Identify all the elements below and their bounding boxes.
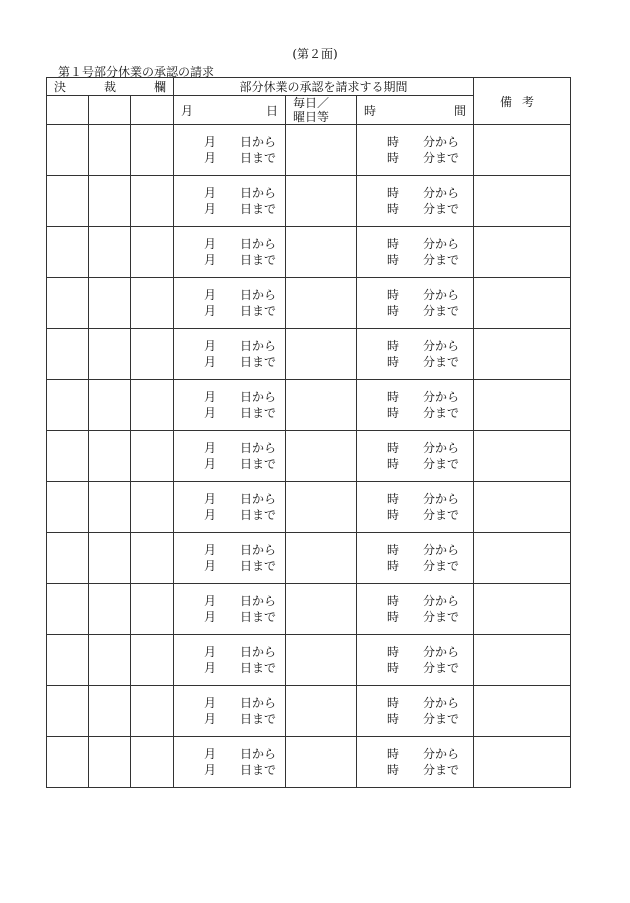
daily-cell[interactable] bbox=[286, 227, 357, 278]
min-from-label: 分から bbox=[423, 390, 460, 404]
date-cell[interactable] bbox=[174, 329, 286, 380]
hour-label: 時 bbox=[387, 202, 400, 216]
min-to-label: 分まで bbox=[423, 559, 460, 573]
daily-cell[interactable] bbox=[286, 482, 357, 533]
day-from-label: 日から bbox=[240, 594, 277, 608]
decision-cell[interactable] bbox=[47, 176, 89, 227]
decision-cell[interactable] bbox=[131, 533, 174, 584]
hour-label: 時 bbox=[387, 151, 400, 165]
table-row bbox=[47, 482, 571, 533]
min-to-label: 分まで bbox=[423, 355, 460, 369]
hour-label: 時 bbox=[387, 288, 400, 302]
min-to-label: 分まで bbox=[423, 661, 460, 675]
month-label: 月 bbox=[204, 559, 217, 573]
hour-label: 時 bbox=[387, 441, 400, 455]
decision-cell[interactable] bbox=[89, 125, 131, 176]
table-row bbox=[47, 431, 571, 482]
hour-label: 時 bbox=[387, 304, 400, 318]
decision-cell[interactable] bbox=[131, 278, 174, 329]
hour-label: 時 bbox=[387, 253, 400, 267]
remarks-cell[interactable] bbox=[474, 227, 571, 278]
month-label: 月 bbox=[204, 441, 217, 455]
time-cell[interactable] bbox=[357, 176, 474, 227]
remarks-cell[interactable] bbox=[474, 431, 571, 482]
decision-cell[interactable] bbox=[131, 635, 174, 686]
min-to-label: 分まで bbox=[423, 304, 460, 318]
table-row bbox=[47, 278, 571, 329]
month-label: 月 bbox=[181, 103, 194, 118]
decision-cell[interactable] bbox=[89, 737, 131, 788]
day-from-label: 日から bbox=[240, 645, 277, 659]
day-to-label: 日まで bbox=[240, 253, 277, 267]
month-label: 月 bbox=[204, 610, 217, 624]
min-to-label: 分まで bbox=[423, 610, 460, 624]
day-from-label: 日から bbox=[240, 543, 277, 557]
daily-line1: 毎日／ bbox=[293, 96, 330, 110]
hour-label: 時 bbox=[387, 508, 400, 522]
month-label: 月 bbox=[204, 406, 217, 420]
day-from-label: 日から bbox=[240, 237, 277, 251]
min-to-label: 分まで bbox=[423, 457, 460, 471]
decision-cell[interactable] bbox=[47, 278, 89, 329]
form-title: 第１号部分休業の承認の請求 bbox=[58, 65, 215, 79]
month-label: 月 bbox=[204, 151, 217, 165]
decision-cell[interactable] bbox=[131, 584, 174, 635]
decision-cell[interactable] bbox=[89, 329, 131, 380]
remarks-cell[interactable] bbox=[474, 686, 571, 737]
decision-sub-1[interactable] bbox=[47, 96, 89, 125]
day-to-label: 日まで bbox=[240, 151, 277, 165]
decision-cell[interactable] bbox=[89, 176, 131, 227]
remarks-cell[interactable] bbox=[474, 329, 571, 380]
month-label: 月 bbox=[204, 747, 217, 761]
day-from-label: 日から bbox=[240, 492, 277, 506]
decision-cell[interactable] bbox=[89, 380, 131, 431]
day-to-label: 日まで bbox=[240, 508, 277, 522]
min-from-label: 分から bbox=[423, 696, 460, 710]
month-label: 月 bbox=[204, 763, 217, 777]
table-row bbox=[47, 227, 571, 278]
min-from-label: 分から bbox=[423, 186, 460, 200]
time-cell[interactable] bbox=[357, 227, 474, 278]
decision-cell[interactable] bbox=[131, 227, 174, 278]
table-row bbox=[47, 176, 571, 227]
date-cell[interactable] bbox=[174, 584, 286, 635]
month-label: 月 bbox=[204, 661, 217, 675]
decision-cell[interactable] bbox=[89, 278, 131, 329]
month-label: 月 bbox=[204, 543, 217, 557]
time-cell[interactable] bbox=[357, 380, 474, 431]
decision-cell[interactable] bbox=[89, 533, 131, 584]
remarks-cell[interactable] bbox=[474, 584, 571, 635]
daily-cell[interactable] bbox=[286, 125, 357, 176]
remarks-cell[interactable] bbox=[474, 482, 571, 533]
date-cell[interactable] bbox=[174, 482, 286, 533]
month-label: 月 bbox=[204, 390, 217, 404]
hour-label: 時 bbox=[387, 390, 400, 404]
daily-cell[interactable] bbox=[286, 686, 357, 737]
daily-cell[interactable] bbox=[286, 329, 357, 380]
decision-cell[interactable] bbox=[131, 737, 174, 788]
hour-label: 時 bbox=[387, 135, 400, 149]
month-label: 月 bbox=[204, 237, 217, 251]
daily-cell[interactable] bbox=[286, 584, 357, 635]
decision-sub-2[interactable] bbox=[89, 96, 131, 125]
month-label: 月 bbox=[204, 202, 217, 216]
day-to-label: 日まで bbox=[240, 304, 277, 318]
day-to-label: 日まで bbox=[240, 661, 277, 675]
remarks-cell[interactable] bbox=[474, 533, 571, 584]
day-to-label: 日まで bbox=[240, 355, 277, 369]
daily-line2: 曜日等 bbox=[293, 110, 330, 124]
day-from-label: 日から bbox=[240, 339, 277, 353]
date-cell[interactable] bbox=[174, 635, 286, 686]
page-number: (第２面) bbox=[292, 47, 338, 61]
time-cell[interactable] bbox=[357, 278, 474, 329]
min-to-label: 分まで bbox=[423, 712, 460, 726]
day-label: 日 bbox=[265, 103, 278, 118]
month-label: 月 bbox=[204, 253, 217, 267]
min-from-label: 分から bbox=[423, 543, 460, 557]
decision-cell[interactable] bbox=[47, 482, 89, 533]
month-label: 月 bbox=[204, 457, 217, 471]
decision-cell[interactable] bbox=[47, 380, 89, 431]
between-label: 間 bbox=[454, 103, 467, 118]
day-from-label: 日から bbox=[240, 135, 277, 149]
month-label: 月 bbox=[204, 712, 217, 726]
min-to-label: 分まで bbox=[423, 253, 460, 267]
table-row bbox=[47, 329, 571, 380]
decision-sub-3[interactable] bbox=[131, 96, 174, 125]
day-from-label: 日から bbox=[240, 696, 277, 710]
time-cell[interactable] bbox=[357, 635, 474, 686]
hour-label: 時 bbox=[387, 645, 400, 659]
date-cell[interactable] bbox=[174, 533, 286, 584]
hour-label: 時 bbox=[387, 559, 400, 573]
time-cell[interactable] bbox=[357, 125, 474, 176]
date-cell[interactable] bbox=[174, 737, 286, 788]
month-label: 月 bbox=[204, 304, 217, 318]
hour-label: 時 bbox=[387, 712, 400, 726]
table-row bbox=[47, 584, 571, 635]
hour-header bbox=[357, 96, 474, 125]
decision-cell[interactable] bbox=[89, 584, 131, 635]
decision-cell[interactable] bbox=[131, 482, 174, 533]
date-cell[interactable] bbox=[174, 278, 286, 329]
hour-label: 時 bbox=[387, 457, 400, 471]
daily-cell[interactable] bbox=[286, 431, 357, 482]
decision-cell[interactable] bbox=[47, 329, 89, 380]
min-to-label: 分まで bbox=[423, 151, 460, 165]
date-cell[interactable] bbox=[174, 125, 286, 176]
hour-label: 時 bbox=[364, 103, 377, 118]
time-cell[interactable] bbox=[357, 686, 474, 737]
month-label: 月 bbox=[204, 645, 217, 659]
month-day-header bbox=[174, 96, 286, 125]
time-cell[interactable] bbox=[357, 482, 474, 533]
month-label: 月 bbox=[204, 135, 217, 149]
table-row bbox=[47, 737, 571, 788]
decision-cell[interactable] bbox=[47, 431, 89, 482]
table-row bbox=[47, 533, 571, 584]
remarks-cell[interactable] bbox=[474, 278, 571, 329]
decision-cell[interactable] bbox=[89, 227, 131, 278]
min-from-label: 分から bbox=[423, 237, 460, 251]
decision-header bbox=[47, 78, 174, 96]
hour-label: 時 bbox=[387, 186, 400, 200]
decision-cell[interactable] bbox=[47, 125, 89, 176]
month-label: 月 bbox=[204, 696, 217, 710]
request-table bbox=[46, 77, 571, 788]
decision-cell[interactable] bbox=[89, 431, 131, 482]
decision-cell[interactable] bbox=[89, 686, 131, 737]
decision-char-1: 決 bbox=[54, 80, 67, 94]
hour-label: 時 bbox=[387, 747, 400, 761]
hour-label: 時 bbox=[387, 594, 400, 608]
day-to-label: 日まで bbox=[240, 202, 277, 216]
day-to-label: 日まで bbox=[240, 712, 277, 726]
min-to-label: 分まで bbox=[423, 406, 460, 420]
decision-cell[interactable] bbox=[131, 686, 174, 737]
table-row bbox=[47, 125, 571, 176]
month-label: 月 bbox=[204, 288, 217, 302]
table-row bbox=[47, 635, 571, 686]
month-label: 月 bbox=[204, 508, 217, 522]
month-label: 月 bbox=[204, 355, 217, 369]
date-cell[interactable] bbox=[174, 176, 286, 227]
hour-label: 時 bbox=[387, 610, 400, 624]
day-from-label: 日から bbox=[240, 288, 277, 302]
decision-cell[interactable] bbox=[89, 635, 131, 686]
decision-cell[interactable] bbox=[47, 686, 89, 737]
remarks-header: 備考 bbox=[474, 78, 571, 125]
min-to-label: 分まで bbox=[423, 202, 460, 216]
time-cell[interactable] bbox=[357, 329, 474, 380]
date-cell[interactable] bbox=[174, 686, 286, 737]
month-label: 月 bbox=[204, 339, 217, 353]
table-row bbox=[47, 380, 571, 431]
decision-cell[interactable] bbox=[47, 584, 89, 635]
daily-cell[interactable] bbox=[286, 737, 357, 788]
min-from-label: 分から bbox=[423, 747, 460, 761]
period-header: 部分休業の承認を請求する期間 bbox=[174, 78, 474, 96]
remarks-cell[interactable] bbox=[474, 176, 571, 227]
remarks-cell[interactable] bbox=[474, 125, 571, 176]
remarks-cell[interactable] bbox=[474, 380, 571, 431]
decision-cell[interactable] bbox=[131, 125, 174, 176]
day-to-label: 日まで bbox=[240, 763, 277, 777]
remarks-cell[interactable] bbox=[474, 635, 571, 686]
decision-cell[interactable] bbox=[131, 329, 174, 380]
min-from-label: 分から bbox=[423, 594, 460, 608]
min-from-label: 分から bbox=[423, 135, 460, 149]
day-from-label: 日から bbox=[240, 441, 277, 455]
decision-char-2: 裁 bbox=[103, 80, 116, 94]
month-label: 月 bbox=[204, 594, 217, 608]
hour-label: 時 bbox=[387, 237, 400, 251]
time-cell[interactable] bbox=[357, 737, 474, 788]
min-from-label: 分から bbox=[423, 645, 460, 659]
decision-cell[interactable] bbox=[131, 431, 174, 482]
daily-cell[interactable] bbox=[286, 635, 357, 686]
date-cell[interactable] bbox=[174, 431, 286, 482]
remarks-cell[interactable] bbox=[474, 737, 571, 788]
day-to-label: 日まで bbox=[240, 406, 277, 420]
decision-cell[interactable] bbox=[47, 227, 89, 278]
decision-cell[interactable] bbox=[47, 533, 89, 584]
decision-cell[interactable] bbox=[47, 737, 89, 788]
table-row bbox=[47, 686, 571, 737]
time-cell[interactable] bbox=[357, 533, 474, 584]
daily-header bbox=[286, 96, 357, 125]
min-to-label: 分まで bbox=[423, 763, 460, 777]
hour-label: 時 bbox=[387, 355, 400, 369]
decision-cell[interactable] bbox=[131, 176, 174, 227]
decision-char-3: 欄 bbox=[153, 80, 166, 94]
hour-label: 時 bbox=[387, 763, 400, 777]
day-from-label: 日から bbox=[240, 186, 277, 200]
hour-label: 時 bbox=[387, 696, 400, 710]
hour-label: 時 bbox=[387, 406, 400, 420]
hour-label: 時 bbox=[387, 661, 400, 675]
hour-label: 時 bbox=[387, 339, 400, 353]
time-cell[interactable] bbox=[357, 431, 474, 482]
daily-cell[interactable] bbox=[286, 176, 357, 227]
day-to-label: 日まで bbox=[240, 457, 277, 471]
min-from-label: 分から bbox=[423, 492, 460, 506]
month-label: 月 bbox=[204, 186, 217, 200]
time-cell[interactable] bbox=[357, 584, 474, 635]
daily-cell[interactable] bbox=[286, 380, 357, 431]
decision-cell[interactable] bbox=[131, 380, 174, 431]
min-to-label: 分まで bbox=[423, 508, 460, 522]
date-cell[interactable] bbox=[174, 380, 286, 431]
daily-cell[interactable] bbox=[286, 278, 357, 329]
month-label: 月 bbox=[204, 492, 217, 506]
min-from-label: 分から bbox=[423, 288, 460, 302]
hour-label: 時 bbox=[387, 543, 400, 557]
date-cell[interactable] bbox=[174, 227, 286, 278]
decision-cell[interactable] bbox=[89, 482, 131, 533]
hour-label: 時 bbox=[387, 492, 400, 506]
day-from-label: 日から bbox=[240, 747, 277, 761]
day-to-label: 日まで bbox=[240, 559, 277, 573]
min-from-label: 分から bbox=[423, 441, 460, 455]
min-from-label: 分から bbox=[423, 339, 460, 353]
day-to-label: 日まで bbox=[240, 610, 277, 624]
day-from-label: 日から bbox=[240, 390, 277, 404]
decision-cell[interactable] bbox=[47, 635, 89, 686]
daily-cell[interactable] bbox=[286, 533, 357, 584]
